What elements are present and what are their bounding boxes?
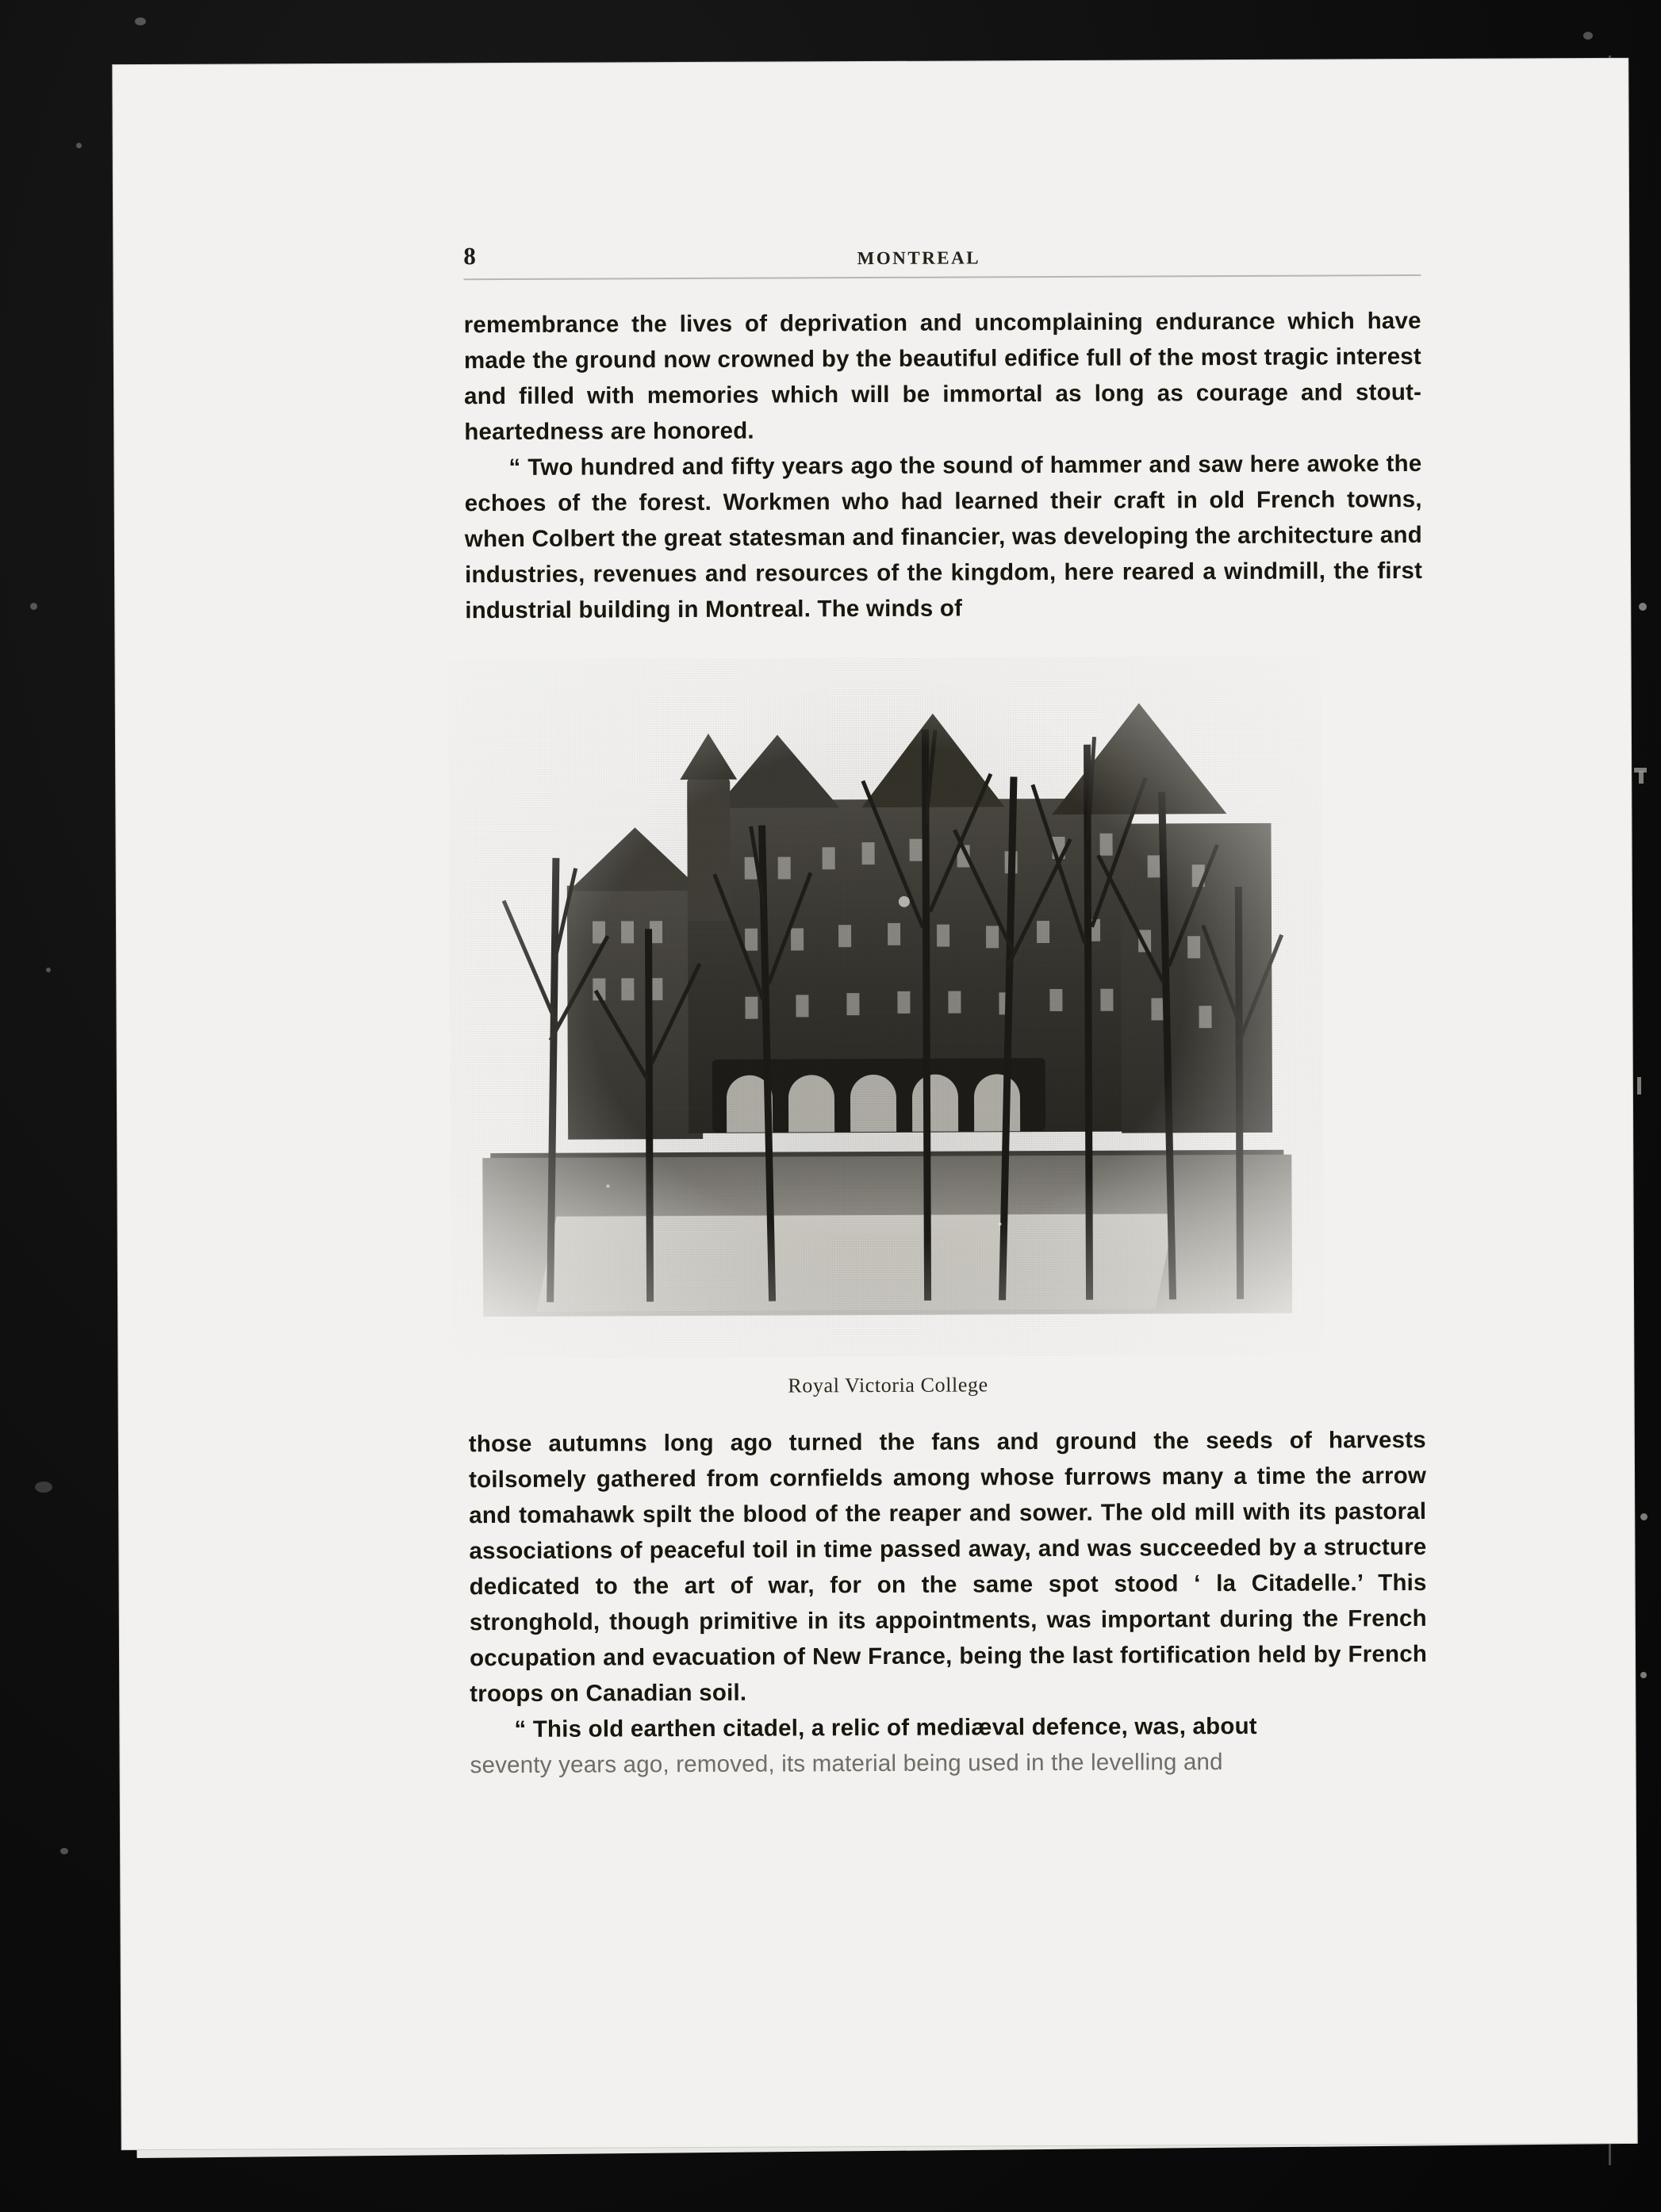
scanned-page <box>113 59 1636 2149</box>
window <box>888 923 900 945</box>
light-fleck <box>606 1184 609 1187</box>
dust-speck <box>30 603 37 610</box>
window <box>1199 1006 1211 1028</box>
running-head <box>328 238 1438 293</box>
window <box>986 926 999 948</box>
window <box>796 995 808 1017</box>
window <box>745 997 758 1019</box>
window <box>846 993 859 1015</box>
window <box>862 842 875 864</box>
running-head-title: MONTREAL <box>857 247 981 269</box>
registration-mark <box>1640 1513 1648 1520</box>
window <box>778 857 791 879</box>
text-block-upper <box>464 303 1423 628</box>
figure-royal-victoria-college <box>330 656 1444 1400</box>
arch <box>788 1075 834 1132</box>
entrance-arcade <box>712 1058 1045 1133</box>
arch <box>850 1075 896 1132</box>
window <box>745 929 758 951</box>
page-number: 8 <box>463 242 476 270</box>
registration-mark <box>1640 1672 1647 1678</box>
figure-caption: Royal Victoria College <box>788 1373 988 1397</box>
dust-speck <box>35 1482 52 1493</box>
dust-speck <box>1583 32 1593 40</box>
page-content <box>328 238 1444 1784</box>
window <box>838 925 851 947</box>
window <box>1100 834 1113 856</box>
dust-speck <box>135 17 146 25</box>
dust-speck <box>76 143 82 148</box>
registration-mark <box>1639 603 1647 611</box>
window <box>1100 989 1113 1011</box>
roof-gable <box>568 827 701 891</box>
arch <box>974 1074 1020 1131</box>
window <box>937 925 949 947</box>
paragraph: remembrance the lives of deprivation and uncomplaining endurance which have made the ground now crowned by the beautiful edifice full of the most tragic interest and filled with memories which will be immortal as long as courage and stout-heartedness are honored. <box>463 307 1422 446</box>
light-fleck <box>899 896 910 907</box>
window <box>910 839 923 861</box>
window <box>948 991 961 1014</box>
dust-speck <box>60 1848 68 1854</box>
light-fleck <box>999 1222 1002 1225</box>
building-left-wing <box>567 885 703 1140</box>
walkway <box>536 1213 1175 1312</box>
window <box>897 991 910 1014</box>
photograph-royal-victoria-college <box>449 657 1325 1359</box>
paragraph: those autumns long ago turned the fans and ground the seeds of harvests toilsomely gathered from cornfields among whose furrows many a time the arrow and tomahawk spilt the blood of the reaper and sower. The old mill with its pastoral associations of peaceful toil in time passed away, and was succeeded by a structure dedicated to the art of war, for on the same spot stood ‘ la Citadelle.’ This stronghold, though primitive in its appointments, was important during the French occupation and evacuation of New France, being the last fortification held by French troops on Canadian soil. <box>468 1426 1428 1708</box>
window <box>621 978 634 1000</box>
dust-speck <box>46 968 51 972</box>
arch <box>912 1075 958 1132</box>
registration-mark <box>1639 771 1644 784</box>
window <box>1049 989 1062 1011</box>
paragraph: “ This old earthen citadel, a relic of mediæval defence, was, about <box>514 1712 1257 1742</box>
paragraph: “ Two hundred and fifty years ago the sound of hammer and saw here awoke the echoes of the forest. Workmen who had learned their craft in old French towns, when Colbert the great statesman and financier, was developing the architecture and industries, revenues and resources of the kingdom, here reared a windmill, the first industrial building in Montreal. The winds of <box>464 450 1423 624</box>
window <box>1187 936 1200 958</box>
window <box>791 928 804 950</box>
paragraph: seventy years ago, removed, its material being used in the levelling and <box>470 1749 1223 1779</box>
text-block-lower <box>469 1422 1428 1783</box>
window <box>823 847 835 869</box>
window <box>621 921 634 943</box>
header-rule <box>463 274 1421 280</box>
window <box>1037 921 1049 943</box>
registration-mark <box>1637 1077 1641 1094</box>
window <box>1148 855 1160 877</box>
